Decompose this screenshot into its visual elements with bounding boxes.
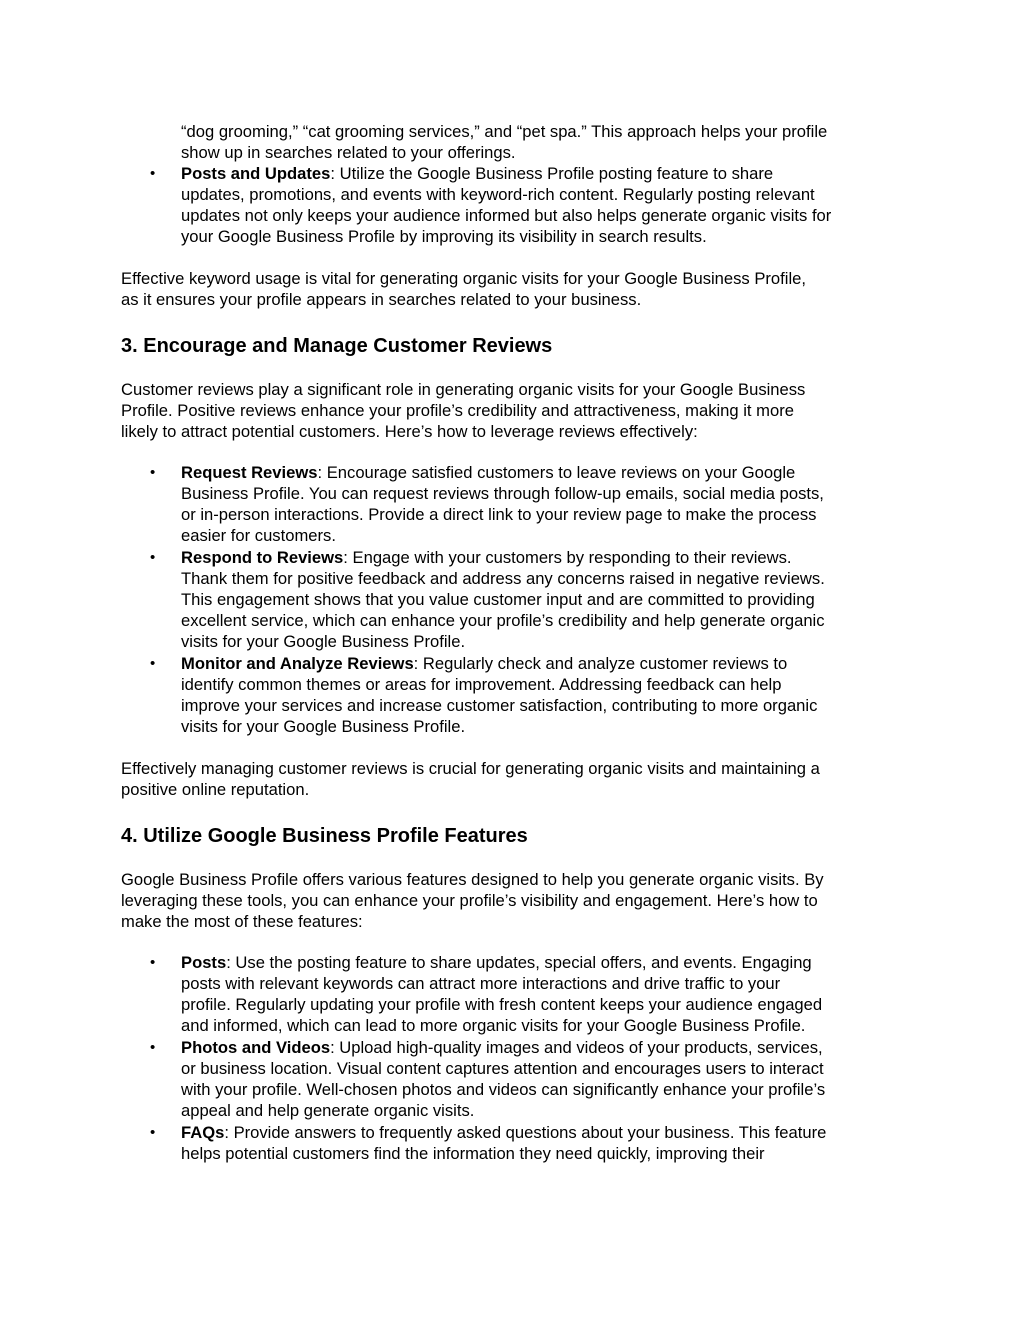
bullet-icon: • [150,464,156,481]
list-item-line: visits for your Google Business Profile. [181,717,466,736]
bullet-icon: • [150,1039,156,1056]
bullet-icon: • [150,954,156,971]
paragraph-line: Profile. Positive reviews enhance your profile’s credibility and attractiveness, making it more [121,401,794,420]
list-continuation-line: “dog grooming,” “cat grooming services,” and “pet spa.” This approach helps your profile [181,122,828,141]
list-item-line: improve your services and increase customer satisfaction, contributing to more organic [181,696,818,715]
list-item-line: or in-person interactions. Provide a direct link to your review page to make the process [181,505,817,524]
bullet-icon: • [150,165,156,182]
paragraph-line: leveraging these tools, you can enhance your profile’s visibility and engagement. Here’s how to [121,891,818,910]
section-heading: 4. Utilize Google Business Profile Features [121,825,528,847]
paragraph-line: positive online reputation. [121,780,310,799]
list-item-first-line: Posts and Updates: Utilize the Google Business Profile posting feature to share [181,164,774,183]
list-item-term: Respond to Reviews [181,548,344,567]
paragraph-line: Google Business Profile offers various features designed to help you generate organic visits. By [121,870,824,889]
list-item-term: Photos and Videos [181,1038,331,1057]
list-item-line: This engagement shows that you value customer input and are committed to providing [181,590,815,609]
list-item-line: and informed, which can lead to more organic visits for your Google Business Profile. [181,1016,806,1035]
list-item-line: Thank them for positive feedback and address any concerns raised in negative reviews. [181,569,825,588]
list-item-line: with your profile. Well-chosen photos and videos can significantly enhance your profile’s [181,1080,826,1099]
list-item-first-line: FAQs: Provide answers to frequently asked questions about your business. This feature [181,1123,827,1142]
list-item-line: helps potential customers find the information they need quickly, improving their [181,1144,765,1163]
section-heading: 3. Encourage and Manage Customer Reviews [121,335,553,357]
list-item-line: updates, promotions, and events with keyword-rich content. Regularly posting relevant [181,185,815,204]
list-item-line: your Google Business Profile by improving its visibility in search results. [181,227,707,246]
list-item-first-line: Posts: Use the posting feature to share updates, special offers, and events. Engaging [181,953,812,972]
list-item-first-line: Respond to Reviews: Engage with your customers by responding to their reviews. [181,548,792,567]
list-item-line: identify common themes or areas for improvement. Addressing feedback can help [181,675,782,694]
list-item-first-line: Monitor and Analyze Reviews: Regularly check and analyze customer reviews to [181,654,788,673]
list-item-term: FAQs [181,1123,225,1142]
paragraph-line: likely to attract potential customers. Here’s how to leverage reviews effectively: [121,422,698,441]
list-item-first-line: Photos and Videos: Upload high-quality images and videos of your products, services, [181,1038,823,1057]
bullet-icon: • [150,1124,156,1141]
list-item-line: profile. Regularly updating your profile with fresh content keeps your audience engaged [181,995,823,1014]
list-item-term: Posts and Updates [181,164,331,183]
paragraph-line: Effectively managing customer reviews is crucial for generating organic visits and maintaining a [121,759,820,778]
list-continuation-line: show up in searches related to your offerings. [181,143,516,162]
paragraph-line: Customer reviews play a significant role in generating organic visits for your Google Business [121,380,806,399]
list-item-line: easier for customers. [181,526,336,545]
list-item-line: updates not only keeps your audience informed but also helps generate organic visits for [181,206,832,225]
list-item-line: visits for your Google Business Profile. [181,632,466,651]
list-item-term: Posts [181,953,227,972]
list-item-line: posts with relevant keywords can attract more interactions and drive traffic to your [181,974,781,993]
list-item-line: excellent service, which can enhance your profile’s credibility and help generate organic [181,611,825,630]
list-item-term: Request Reviews [181,463,318,482]
list-item-term: Monitor and Analyze Reviews [181,654,414,673]
paragraph-line: as it ensures your profile appears in searches related to your business. [121,290,642,309]
paragraph-line: Effective keyword usage is vital for generating organic visits for your Google Business Profile, [121,269,806,288]
paragraph-line: make the most of these features: [121,912,363,931]
bullet-icon: • [150,549,156,566]
bullet-icon: • [150,655,156,672]
list-item-line: Business Profile. You can request reviews through follow-up emails, social media posts, [181,484,824,503]
list-item-line: appeal and help generate organic visits. [181,1101,475,1120]
list-item-first-line: Request Reviews: Encourage satisfied customers to leave reviews on your Google [181,463,796,482]
list-item-line: or business location. Visual content captures attention and encourages users to interact [181,1059,824,1078]
